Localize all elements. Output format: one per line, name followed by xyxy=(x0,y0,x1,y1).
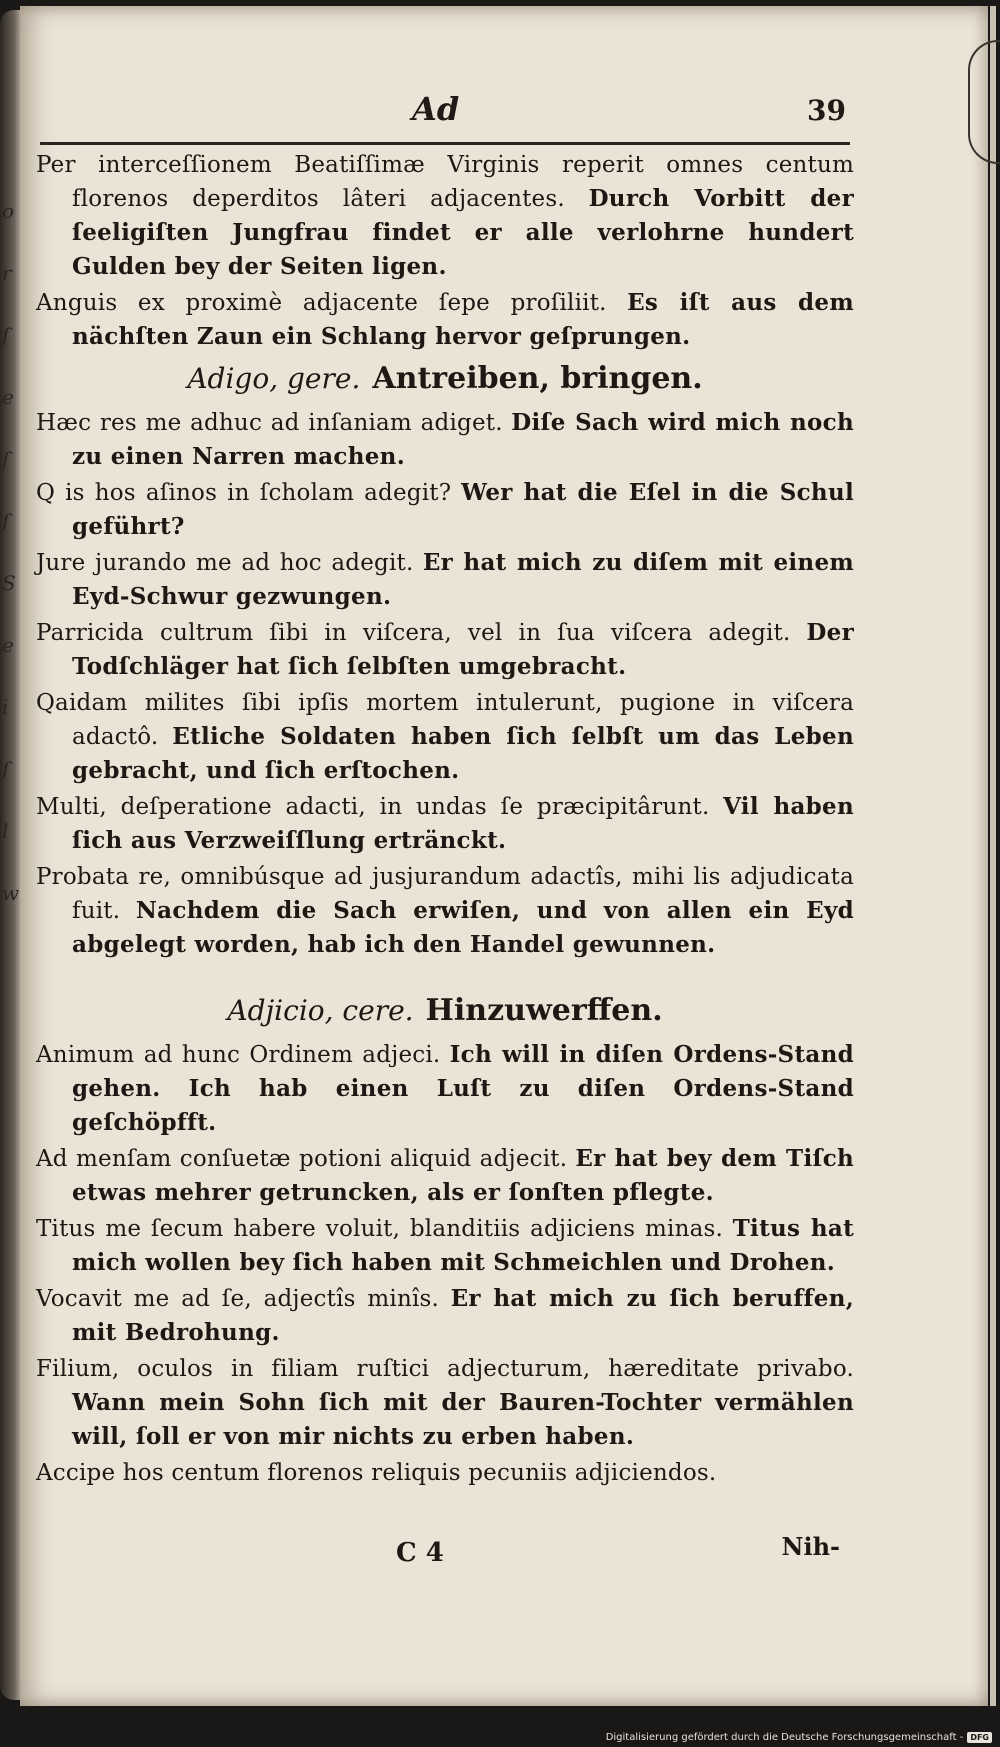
german-translation: Diſe Sach wird mich noch zu einen Narren machen. xyxy=(72,409,854,470)
page-number: 39 xyxy=(807,94,846,127)
page-curl xyxy=(968,40,1000,164)
dictionary-entry xyxy=(36,860,854,962)
marginal-letter: S xyxy=(2,571,16,595)
page-footer xyxy=(40,1532,852,1578)
marginal-letter: i xyxy=(2,695,9,719)
dictionary-entry xyxy=(36,1282,854,1350)
marginal-letter: o xyxy=(2,199,15,223)
page-right-edge xyxy=(990,6,996,1706)
dictionary-entry xyxy=(36,686,854,788)
german-translation: Etliche Soldaten haben ſich ſelbſt um das Leben gebracht, und ſich erſtochen. xyxy=(72,723,855,784)
dictionary-entry xyxy=(36,546,854,614)
dictionary-entry xyxy=(36,1038,854,1140)
marginal-letter: w xyxy=(2,881,20,905)
heading-lemma: Adjicio, cere. xyxy=(227,994,414,1027)
latin-phrase: Ad menſam conſuetæ potioni aliquid adjecit. xyxy=(36,1146,568,1172)
german-translation: Titus hat mich wollen bey ſich haben mit Schmeichlen und Drohen. xyxy=(72,1215,855,1276)
credit-text: Digitalisierung gefördert durch die Deutsche Forschungsgemeinschaft - xyxy=(605,1732,964,1743)
marginal-letter: ſ xyxy=(2,447,10,471)
running-header xyxy=(40,86,850,145)
marginal-letter: e xyxy=(2,385,14,409)
german-translation: Wer hat die Eſel in die Schul geführt? xyxy=(72,479,855,540)
latin-phrase: Probata re, omnibúsque ad jusjurandum adactîs, mihi lis adjudicata fuit. xyxy=(36,864,854,924)
marginal-letter: ſ xyxy=(2,757,10,781)
german-translation: Nachdem die Sach erwiſen, und von allen ein Eyd abgelegt worden, hab ich den Handel gewunnen. xyxy=(72,897,855,958)
latin-phrase: Titus me ſecum habere voluit, blanditiis adjiciens minas. xyxy=(36,1216,724,1242)
entry-heading xyxy=(36,356,854,402)
dictionary-entry xyxy=(36,1212,854,1280)
latin-phrase: Accipe hos centum florenos reliquis pecuniis adjiciendos. xyxy=(36,1460,717,1486)
marginal-letter: r xyxy=(2,261,12,285)
running-title: Ad xyxy=(412,90,460,128)
german-translation: Ich will in diſen Ordens-Stand gehen. Ich hab einen Luſt zu diſen Ordens-Stand geſchöpfft. xyxy=(72,1041,854,1136)
dictionary-entry xyxy=(36,476,854,544)
latin-phrase: Per interceſſionem Beatiſſimæ Virginis reperit omnes centum florenos deperditos lâteri adjacentes. xyxy=(36,152,854,212)
german-translation: Er hat mich zu ſich beruffen, mit Bedrohung. xyxy=(72,1285,855,1346)
german-translation: Er hat mich zu diſem mit einem Eyd-Schwur gezwungen. xyxy=(72,549,855,610)
latin-phrase: Anguis ex proximè adjacente ſepe proſiliit. xyxy=(36,290,607,316)
heading-gloss: Antreiben, bringen. xyxy=(372,361,703,396)
latin-phrase: Hæc res me adhuc ad inſaniam adiget. xyxy=(36,410,503,436)
latin-phrase: Jure jurando me ad hoc adegit. xyxy=(36,550,414,576)
latin-phrase: Qaidam milites ſibi ipſis mortem intulerunt, pugione in viſcera adactô. xyxy=(36,690,854,750)
latin-phrase: Filium, oculos in filiam ruſtici adjecturum, hæreditate privabo. xyxy=(36,1356,854,1382)
marginal-letter: e xyxy=(2,633,14,657)
signature-mark: C 4 xyxy=(396,1538,444,1568)
dictionary-entry xyxy=(36,148,854,284)
catchword: Nih- xyxy=(781,1532,840,1561)
entry-heading xyxy=(36,988,854,1034)
german-translation: Es iſt aus dem nächſten Zaun ein Schlang hervor geſprungen. xyxy=(72,289,854,350)
dictionary-entry xyxy=(36,1456,854,1490)
dictionary-text xyxy=(36,148,854,1492)
german-translation: Der Todſchläger hat ſich ſelbſten umgebracht. xyxy=(72,619,855,680)
german-translation: Vil haben ſich aus Verzweiſſlung ertränckt. xyxy=(72,793,855,854)
digitization-credit xyxy=(606,1732,992,1743)
facing-page-marginalia xyxy=(2,180,22,924)
german-translation: Durch Vorbitt der ſeeligiſten Jungfrau findet er alle verlohrne hundert Gulden bey der Seiten ligen. xyxy=(72,185,855,280)
dictionary-entry xyxy=(36,286,854,354)
dictionary-entry xyxy=(36,790,854,858)
latin-phrase: Q is hos aſinos in ſcholam adegit? xyxy=(36,480,452,506)
german-translation: Er hat bey dem Tiſch etwas mehrer getruncken, als er ſonſten pflegte. xyxy=(72,1145,855,1206)
german-translation: Wann mein Sohn ſich mit der Bauren-Tochter vermählen will, ſoll er von mir nichts zu erben haben. xyxy=(72,1389,854,1450)
heading-gloss: Hinzuwerffen. xyxy=(425,993,663,1028)
heading-lemma: Adigo, gere. xyxy=(187,362,361,395)
marginal-letter: l xyxy=(2,819,9,843)
latin-phrase: Parricida cultrum ſibi in viſcera, vel in ſua viſcera adegit. xyxy=(36,620,791,646)
marginal-letter: ſ xyxy=(2,509,10,533)
dictionary-entry xyxy=(36,1142,854,1210)
dictionary-entry xyxy=(36,1352,854,1454)
dictionary-entry xyxy=(36,616,854,684)
latin-phrase: Animum ad hunc Ordinem adjeci. xyxy=(36,1042,441,1068)
latin-phrase: Vocavit me ad ſe, adjectîs minîs. xyxy=(36,1286,440,1312)
latin-phrase: Multi, deſperatione adacti, in undas ſe præcipitârunt. xyxy=(36,794,710,820)
dfg-logo-icon: DFG xyxy=(967,1732,992,1743)
marginal-letter: ſ xyxy=(2,323,10,347)
dictionary-entry xyxy=(36,406,854,474)
